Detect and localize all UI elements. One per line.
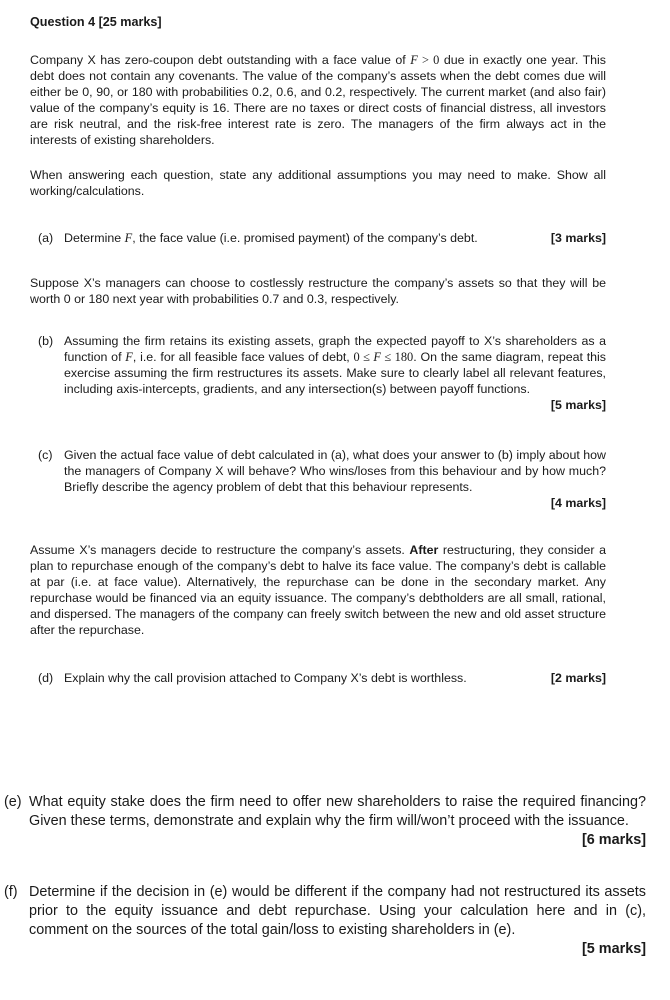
part-a-label: (a): [38, 231, 54, 245]
restructure-paragraph: Suppose X’s managers can choose to costlessly restructure the company’s assets so that they will be worth 0 or 180 next year with probabilities 0.7 and 0.3, respectively.: [30, 276, 606, 306]
part-a: [38, 230, 606, 246]
part-b-math-180: 180: [394, 350, 414, 364]
part-d-text: Explain why the call provision attached to Company X’s debt is worthless.: [64, 671, 467, 685]
part-e-label: (e): [4, 794, 22, 810]
part-c: [38, 447, 606, 511]
repurchase-text-b: restructuring, they consider a plan to repurchase enough of the company’s debt to halve its face value. The company’s debt is callable at par (i.e. at face value). Alternatively, the repurchase can be done in the secondary market. Any repurchase would be financed via an equity issuance. The company’s debtholders are all small, rational, and dispersed. The managers of the company can freely switch between the new and old asset structure after the repurchase.: [30, 543, 606, 637]
part-b-text-b: , i.e. for all feasible face values of debt,: [132, 350, 354, 364]
part-b-math-zero: 0: [353, 350, 360, 364]
part-f-text: Determine if the decision in (e) would be different if the company had not restructured its assets prior to the equity issuance and debt repurchase. Using your calculation here and in (c), comment on the sources of the total gain/loss to existing shareholders in (e).: [29, 884, 646, 938]
part-f: [4, 883, 646, 959]
repurchase-text-a: Assume X’s managers decide to restructure the company’s assets.: [30, 543, 410, 557]
part-c-label: (c): [38, 448, 53, 462]
part-f-marks: [5 marks]: [582, 941, 646, 957]
math-gt: >: [417, 53, 434, 67]
part-b-label: (b): [38, 334, 54, 348]
math-F: F: [410, 53, 418, 67]
part-b: [38, 333, 606, 413]
part-c-marks: [4 marks]: [550, 496, 606, 510]
part-b-text-a: Assuming the firm retains its existing assets, graph the expected payoff to X’s shareholders as a function of: [64, 334, 606, 364]
repurchase-paragraph: [30, 542, 606, 638]
intro-paragraph: [30, 52, 606, 148]
instructions-paragraph: When answering each question, state any additional assumptions you may need to make. Show all working/calculations.: [30, 168, 606, 198]
part-d-label: (d): [38, 671, 54, 685]
part-b-math-le1: ≤: [359, 350, 374, 364]
part-e-marks: [6 marks]: [582, 832, 646, 848]
part-b-math-le2: ≤: [380, 350, 395, 364]
part-a-text-a: Determine: [64, 231, 125, 245]
part-e: [4, 793, 646, 850]
part-d-marks: [2 marks]: [550, 671, 606, 685]
math-zero: 0: [433, 53, 440, 67]
part-e-text: What equity stake does the firm need to offer new shareholders to raise the required financing? Given these terms, demonstrate and explain why the firm will/won’t proceed with the issuance.: [29, 794, 646, 829]
part-a-math-F: F: [124, 231, 133, 245]
intro-text-a: Company X has zero-coupon debt outstanding with a face value of: [30, 53, 411, 67]
part-c-text: Given the actual face value of debt calculated in (a), what does your answer to (b) imply about how the managers of Company X will behave? Who wins/loses from this behaviour and by how much? Briefly describe the agency problem of debt that this behaviour represents.: [64, 448, 606, 494]
repurchase-bold: After: [409, 543, 439, 557]
part-a-marks: [3 marks]: [550, 231, 606, 245]
question-title: Question 4 [25 marks]: [30, 15, 162, 29]
part-b-math-F2: F: [373, 350, 381, 364]
part-a-text-b: , the face value (i.e. promised payment) of the company’s debt.: [132, 231, 478, 245]
part-b-math-F: F: [125, 350, 133, 364]
intro-text-b: due in exactly one year. This debt does not contain any covenants. The value of the company’s assets when the debt comes due will either be 0, 90, or 180 with probabilities 0.2, 0.6, and 0.2, respectively. The current market (and also fair) value of the company’s equity is 16. There are no taxes or direct costs of financial distress, all investors are risk neutral, and the risk-free interest rate is zero. The managers of the firm always act in the interests of existing shareholders.: [30, 53, 606, 147]
part-b-text-c: . On the same diagram, repeat this exercise assuming the firm restructures its assets. Make sure to clearly label all relevant features, including axis-intercepts, gradients, and any intersection(s) between payoff functions.: [64, 350, 607, 396]
part-f-label: (f): [4, 884, 18, 900]
part-d: [38, 670, 606, 686]
part-b-marks: [5 marks]: [550, 398, 606, 412]
